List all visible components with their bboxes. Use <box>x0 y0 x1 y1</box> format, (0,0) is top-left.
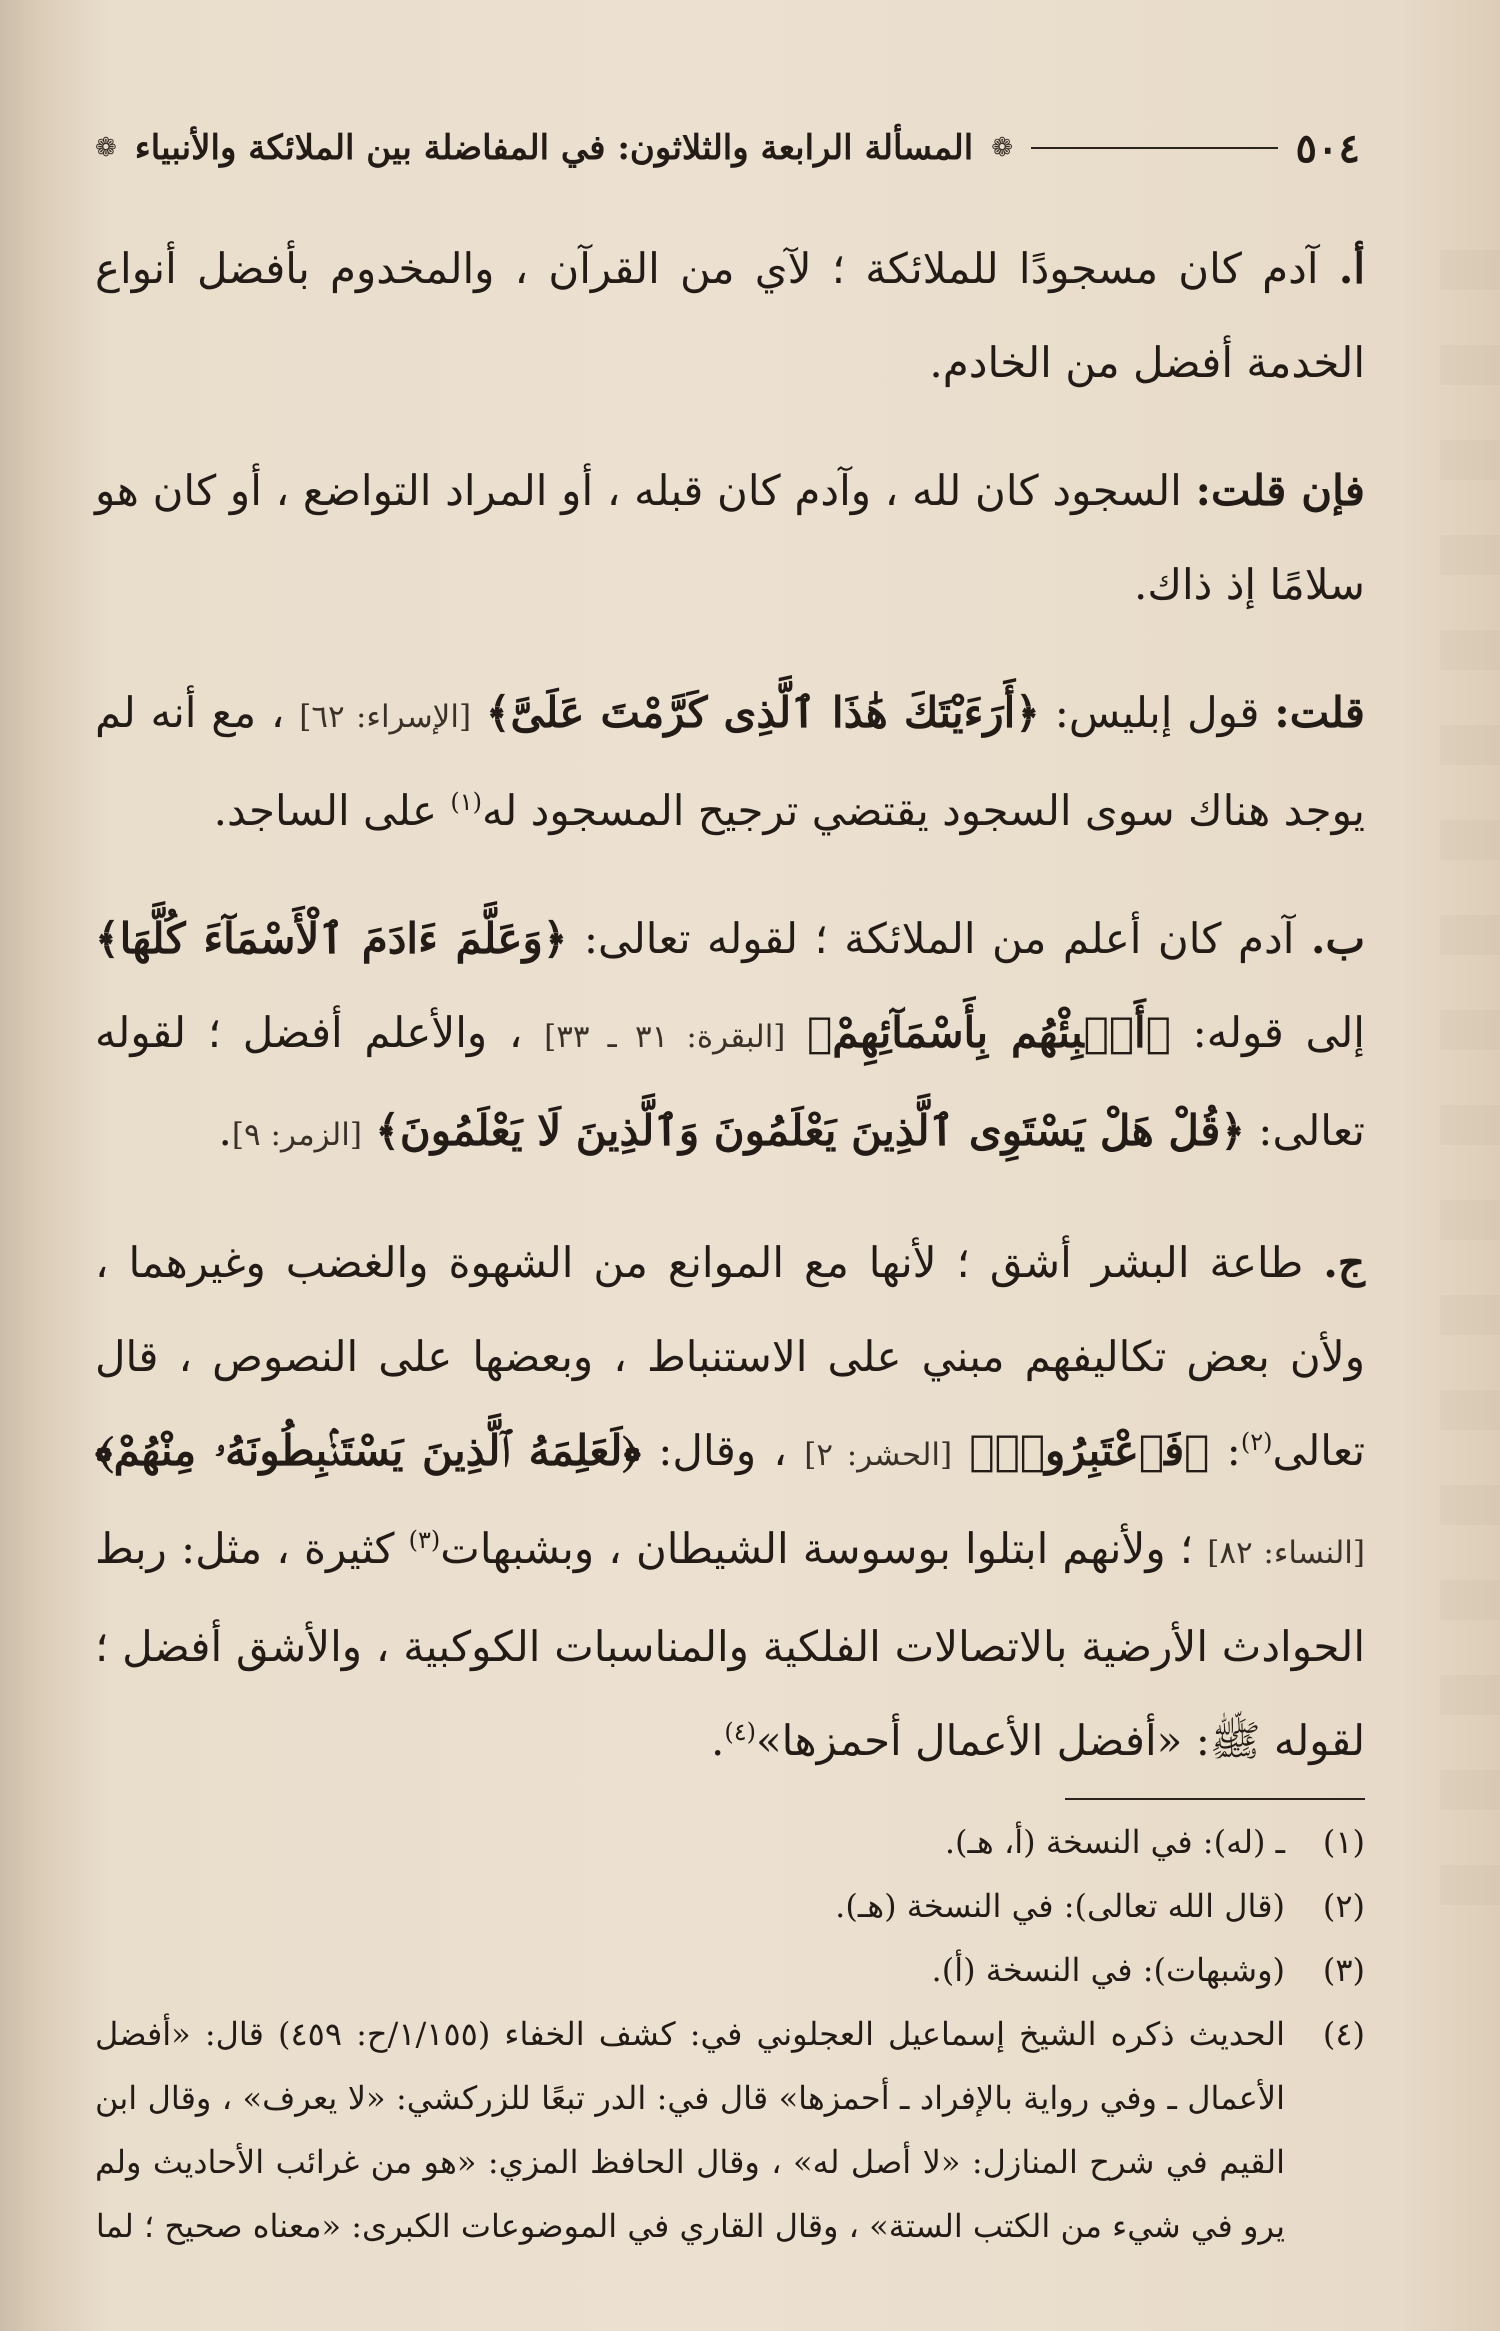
paragraph-ba <box>95 892 1365 1182</box>
running-title: المسألة الرابعة والثلاثون: في المفاضلة بين الملائكة والأنبياء <box>134 128 974 168</box>
ornament-icon: ❁ <box>991 133 1013 163</box>
footnotes <box>95 1810 1365 2258</box>
footnote-marker[interactable]: (١) <box>450 788 483 816</box>
objection-label: فإن قلت: <box>1195 466 1365 515</box>
footnote-text: ـ (له): في النسخة (أ، هـ). <box>944 1823 1285 1861</box>
page-number: ٥٠٤ <box>1295 124 1360 172</box>
paragraph-alif <box>95 222 1365 410</box>
footnote-number: (١) <box>1322 1823 1365 1861</box>
paragraph-text: على الساجد. <box>213 786 438 835</box>
paragraph-jim <box>95 1216 1365 1788</box>
paragraph-reply <box>95 666 1365 858</box>
paragraph-text: طاعة البشر أشق ؛ لأنها مع الموانع من الشهوة والغضب وغيرهما ، ولأن بعض تكاليفهم مبني على الاستنباط ، وبعضها على النصوص ، قال تعالى <box>95 1238 1366 1475</box>
quran-verse: ﴿أَرَءَيْتَكَ هَٰذَا ٱلَّذِى كَرَّمْتَ عَلَىَّ﴾ <box>485 688 1040 737</box>
verse-reference: [البقرة: ٣١ ـ ٣٣] <box>544 1019 786 1055</box>
paragraph-objection <box>95 444 1365 632</box>
footnote-item <box>95 1810 1365 1874</box>
quran-verse: ﴿وَعَلَّمَ ءَادَمَ ٱلْأَسْمَآءَ كُلَّهَا﴾ <box>95 914 568 963</box>
footnote-marker[interactable]: (٢) <box>1240 1428 1273 1456</box>
footnote-text: (وشبهات): في النسخة (أ). <box>931 1951 1285 1989</box>
main-text <box>95 222 1365 1822</box>
item-marker: ج. <box>1323 1238 1365 1287</box>
paragraph-text: السجود كان لله ، وآدم كان قبله ، أو المراد التواضع ، أو كان هو سلامًا إذ ذاك. <box>95 466 1365 609</box>
paragraph-text: . <box>218 1106 232 1155</box>
running-header <box>95 118 1360 178</box>
footnote-text: الحديث ذكره الشيخ إسماعيل العجلوني في: كشف الخفاء (١/١٥٥/ح: ٤٥٩) قال: «أفضل الأعمال ـ وفي رواية بالإفراد ـ أحمزها» قال في: الدر تبعًا للزركشي: «لا يعرف» ، وقال ابن القيم في شرح المنازل: «لا أصل له» ، وقال الحافظ المزي: «هو من غرائب الأحاديث ولم يرو في شيء من الكتب الستة» ، وقال القاري في الموضوعات الكبرى: «معناه صحيح ؛ لما <box>95 2015 1286 2245</box>
item-marker: أ. <box>1338 244 1366 293</box>
paragraph-text: ؛ ولأنهم ابتلوا بوسوسة الشيطان ، وبشبهات <box>440 1524 1194 1573</box>
paragraph-text: كثيرة ، مثل: ربط الحوادث الأرضية بالاتصالات الفلكية والمناسبات الكوكبية ، والأشق أفضل ؛ لقوله ﷺ: «أفضل الأعمال أحمزها» <box>95 1524 1365 1765</box>
paragraph-text: آدم كان مسجودًا للملائكة ؛ لآي من القرآن ، والمخدوم بأفضل أنواع الخدمة أفضل من الخادم. <box>95 244 1365 387</box>
item-marker: ب. <box>1310 914 1365 963</box>
header-rule <box>1031 147 1278 149</box>
paragraph-text: : <box>1226 1426 1241 1475</box>
verse-reference: [الحشر: ٢] <box>804 1437 953 1473</box>
show-through-text <box>1440 250 1500 1950</box>
footnote-number: (٣) <box>1322 1951 1365 1989</box>
footnote-marker[interactable]: (٣) <box>408 1526 441 1554</box>
footnote-item <box>95 1874 1365 1938</box>
footnote-marker[interactable]: (٤) <box>724 1718 756 1746</box>
paragraph-text: ، وقال: <box>658 1426 787 1475</box>
paragraph-text: ، والأعلم أفضل ؛ لقوله تعالى: <box>95 1008 1365 1155</box>
verse-reference: [الإسراء: ٦٢] <box>299 699 472 735</box>
paragraph-text: . <box>710 1716 725 1765</box>
quran-verse: ﴿لَعَلِمَهُ ٱلَّذِينَ يَسْتَنۢبِطُونَهُۥ مِنْهُمْ﴾ <box>95 1426 641 1475</box>
paragraph-text: إلى قوله: <box>1192 1008 1365 1057</box>
verse-reference: [الزمر: ٩] <box>231 1117 362 1153</box>
quran-verse: ﴿قُلْ هَلْ يَسْتَوِى ٱلَّذِينَ يَعْلَمُونَ وَٱلَّذِينَ لَا يَعْلَمُونَ﴾ <box>375 1106 1245 1155</box>
reply-label: قلت: <box>1274 688 1366 737</box>
footnote-number: (٢) <box>1322 1887 1365 1925</box>
footnote-item <box>95 2002 1365 2258</box>
footnote-separator <box>1065 1798 1365 1800</box>
quran-verse: ﴿فَٱعْتَبِرُوا۟﴾ <box>969 1426 1210 1475</box>
paragraph-text: قول إبليس: <box>1054 688 1260 737</box>
footnote-item <box>95 1938 1365 2002</box>
paragraph-text: آدم كان أعلم من الملائكة ؛ لقوله تعالى: <box>583 914 1295 963</box>
verse-reference: [النساء: ٨٢] <box>1207 1535 1365 1571</box>
footnote-number: (٤) <box>1322 2015 1365 2053</box>
ornament-icon: ❁ <box>95 133 117 163</box>
paragraph-text: ، مع أنه لم يوجد هناك سوى السجود يقتضي ترجيح المسجود له <box>95 688 1365 835</box>
quran-verse: ﴿أَنۢبِئْهُم بِأَسْمَآئِهِمْ﴾ <box>807 1008 1171 1057</box>
footnote-text: (قال الله تعالى): في النسخة (هـ). <box>835 1887 1285 1925</box>
